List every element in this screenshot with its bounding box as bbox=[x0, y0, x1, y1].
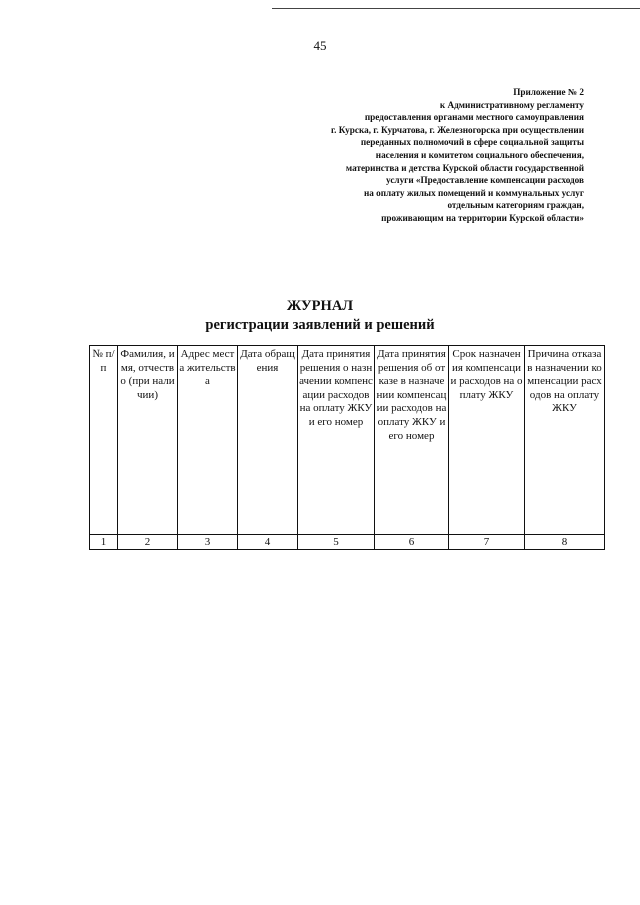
table-header-row bbox=[90, 346, 605, 535]
column-header: Причина отказа в назначении компенсации расходов на оплату ЖКУ bbox=[525, 346, 605, 535]
appendix-line: материнства и детства Курской области государственной bbox=[345, 162, 584, 173]
appendix-line: предоставления органами местного самоуправления bbox=[364, 112, 584, 123]
column-number-row bbox=[90, 535, 605, 550]
column-number: 5 bbox=[298, 535, 375, 550]
appendix-line: населения и комитетом социального обеспечения, bbox=[375, 149, 584, 160]
column-number: 7 bbox=[449, 535, 525, 550]
column-header: Дата обращения bbox=[238, 346, 298, 535]
appendix-line: переданных полномочий в сфере социальной защиты bbox=[360, 137, 584, 148]
appendix-line: услуги «Предоставление компенсации расходов bbox=[386, 175, 584, 186]
column-header: № п/п bbox=[90, 346, 118, 535]
registration-journal-table bbox=[89, 345, 605, 550]
appendix-line: на оплату жилых помещений и коммунальных услуг bbox=[363, 187, 584, 198]
appendix-line: проживающим на территории Курской области» bbox=[381, 212, 584, 223]
appendix-heading bbox=[224, 86, 584, 225]
column-header: Адрес места жительства bbox=[178, 346, 238, 535]
column-number: 1 bbox=[90, 535, 118, 550]
appendix-line: Приложение № 2 bbox=[513, 87, 584, 97]
document-title bbox=[0, 297, 640, 335]
column-number: 6 bbox=[375, 535, 449, 550]
title-journal: ЖУРНАЛ bbox=[286, 298, 354, 314]
appendix-line: отдельным категориям граждан, bbox=[447, 200, 584, 211]
column-number: 8 bbox=[525, 535, 605, 550]
column-number: 2 bbox=[118, 535, 178, 550]
title-subtitle: регистрации заявлений и решений bbox=[205, 317, 435, 333]
appendix-line: г. Курска, г. Курчатова, г. Железногорска при осуществлении bbox=[331, 124, 584, 135]
column-header: Дата принятия решения об отказе в назначении компенсации расходов на оплату ЖКУ и его номер bbox=[375, 346, 449, 535]
column-number: 4 bbox=[238, 535, 298, 550]
column-header: Срок назначения компенсации расходов на оплату ЖКУ bbox=[449, 346, 525, 535]
column-header: Фамилия, имя, отчество (при наличии) bbox=[118, 346, 178, 535]
column-header: Дата принятия решения о назначении компенсации расходов на оплату ЖКУ и его номер bbox=[298, 346, 375, 535]
column-number: 3 bbox=[178, 535, 238, 550]
top-border-line bbox=[272, 8, 640, 9]
appendix-line: к Административному регламенту bbox=[439, 99, 584, 110]
page-number: 45 bbox=[313, 38, 327, 53]
